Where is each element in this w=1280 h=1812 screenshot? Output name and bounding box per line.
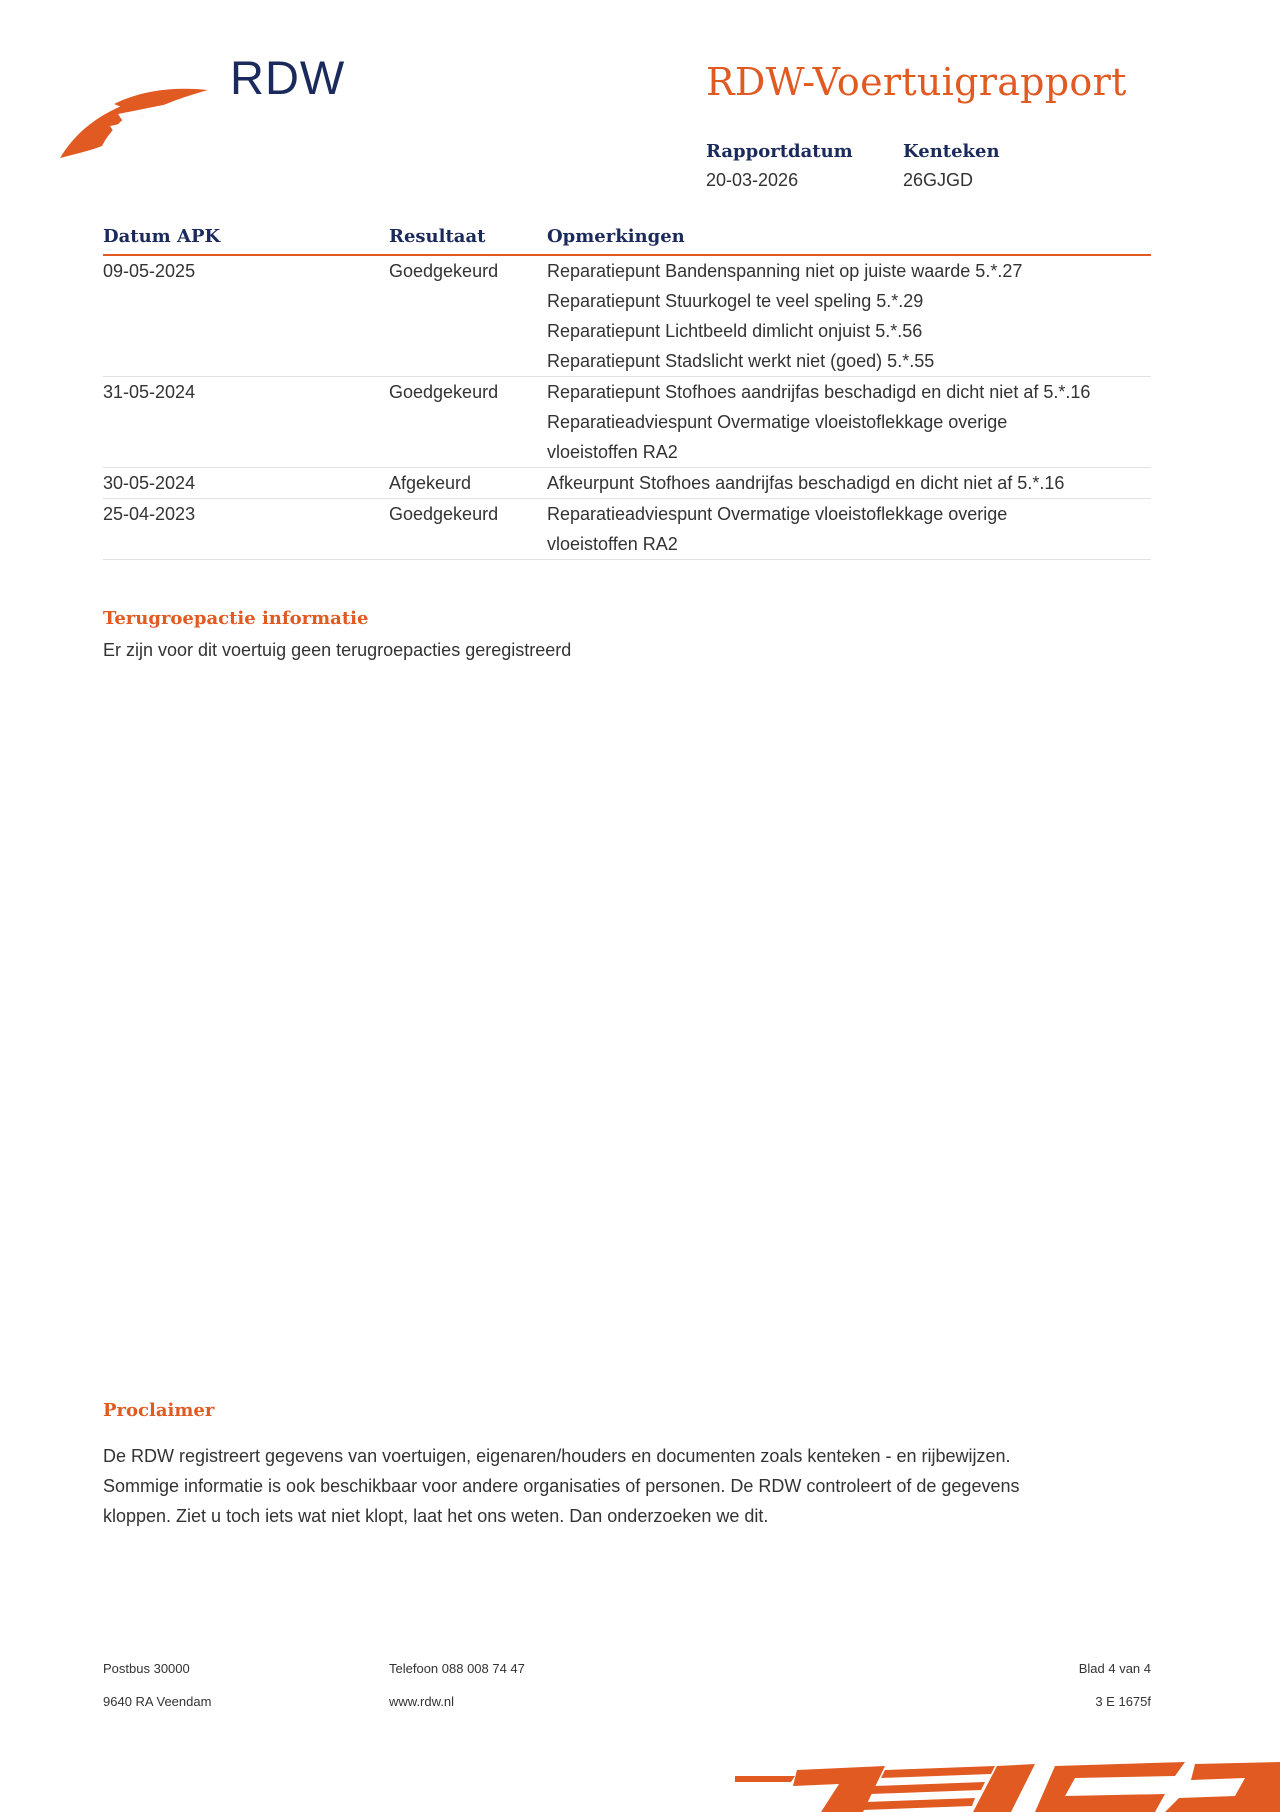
column-header-result: Resultaat xyxy=(389,226,486,247)
proclaimer-text xyxy=(103,1441,1103,1531)
recall-heading: Terugroepactie informatie xyxy=(103,608,369,629)
footer-phone: Telefoon 088 008 74 47 xyxy=(389,1661,525,1676)
footer-document-code: 3 E 1675f xyxy=(1095,1694,1151,1709)
report-date-label: Rapportdatum xyxy=(706,141,853,162)
column-header-date: Datum APK xyxy=(103,226,221,247)
table-row xyxy=(103,377,1151,468)
remark-line: Reparatiepunt Lichtbeeld dimlicht onjuist 5.*.56 xyxy=(547,321,923,341)
apk-remarks xyxy=(547,377,1151,467)
report-title: RDW-Voertuigrapport xyxy=(706,60,1127,104)
apk-table-header xyxy=(103,222,1151,256)
plate-label: Kenteken xyxy=(903,141,1000,162)
footer-city: 9640 RA Veendam xyxy=(103,1694,212,1709)
remark-line: vloeistoffen RA2 xyxy=(547,442,678,462)
remark-line: Reparatiepunt Stadslicht werkt niet (goed) 5.*.55 xyxy=(547,351,935,371)
remark-line: Reparatiepunt Stofhoes aandrijfas beschadigd en dicht niet af 5.*.16 xyxy=(547,382,1091,402)
proclaimer-line: kloppen. Ziet u toch iets wat niet klopt, laat het ons weten. Dan onderzoeken we dit. xyxy=(103,1506,769,1526)
rdw-logo-icon xyxy=(58,84,214,162)
remark-line: vloeistoffen RA2 xyxy=(547,534,678,554)
remark-line: Reparatiepunt Stuurkogel te veel speling 5.*.29 xyxy=(547,291,924,311)
remark-line: Reparatiepunt Bandenspanning niet op juiste waarde 5.*.27 xyxy=(547,261,1023,281)
apk-remarks xyxy=(547,468,1151,498)
proclaimer-line: De RDW registreert gegevens van voertuigen, eigenaren/houders en documenten zoals kenteken - en rijbewijzen. xyxy=(103,1446,1011,1466)
remark-line: Reparatieadviespunt Overmatige vloeistoflekkage overige xyxy=(547,504,1008,524)
apk-table xyxy=(103,222,1151,560)
column-header-remarks: Opmerkingen xyxy=(547,226,685,247)
apk-result: Goedgekeurd xyxy=(389,504,499,524)
recall-text: Er zijn voor dit voertuig geen terugroepacties geregistreerd xyxy=(103,640,572,660)
proclaimer-heading: Proclaimer xyxy=(103,1400,215,1421)
apk-remarks xyxy=(547,499,1151,559)
proclaimer-line: Sommige informatie is ook beschikbaar voor andere organisaties of personen. De RDW controleert of de gegevens xyxy=(103,1476,1020,1496)
footer-postbus: Postbus 30000 xyxy=(103,1661,190,1676)
brand-stripes-icon xyxy=(735,1762,1280,1812)
report-date-value: 20-03-2026 xyxy=(706,170,799,190)
plate-block xyxy=(903,138,1000,191)
footer-website: www.rdw.nl xyxy=(389,1694,455,1709)
apk-date: 09-05-2025 xyxy=(103,261,196,281)
apk-remarks xyxy=(547,256,1151,376)
apk-result: Afgekeurd xyxy=(389,473,472,493)
report-date-block xyxy=(706,138,853,191)
logo-text: RDW xyxy=(230,51,346,104)
table-row xyxy=(103,499,1151,560)
remark-line: Afkeurpunt Stofhoes aandrijfas beschadigd en dicht niet af 5.*.16 xyxy=(547,473,1065,493)
apk-date: 31-05-2024 xyxy=(103,382,196,402)
plate-value: 26GJGD xyxy=(903,170,974,190)
apk-date: 25-04-2023 xyxy=(103,504,196,524)
apk-result: Goedgekeurd xyxy=(389,261,499,281)
apk-date: 30-05-2024 xyxy=(103,473,196,493)
table-row xyxy=(103,256,1151,377)
footer-page-number: Blad 4 van 4 xyxy=(1078,1661,1151,1676)
remark-line: Reparatieadviespunt Overmatige vloeistoflekkage overige xyxy=(547,412,1008,432)
apk-result: Goedgekeurd xyxy=(389,382,499,402)
table-row xyxy=(103,468,1151,499)
